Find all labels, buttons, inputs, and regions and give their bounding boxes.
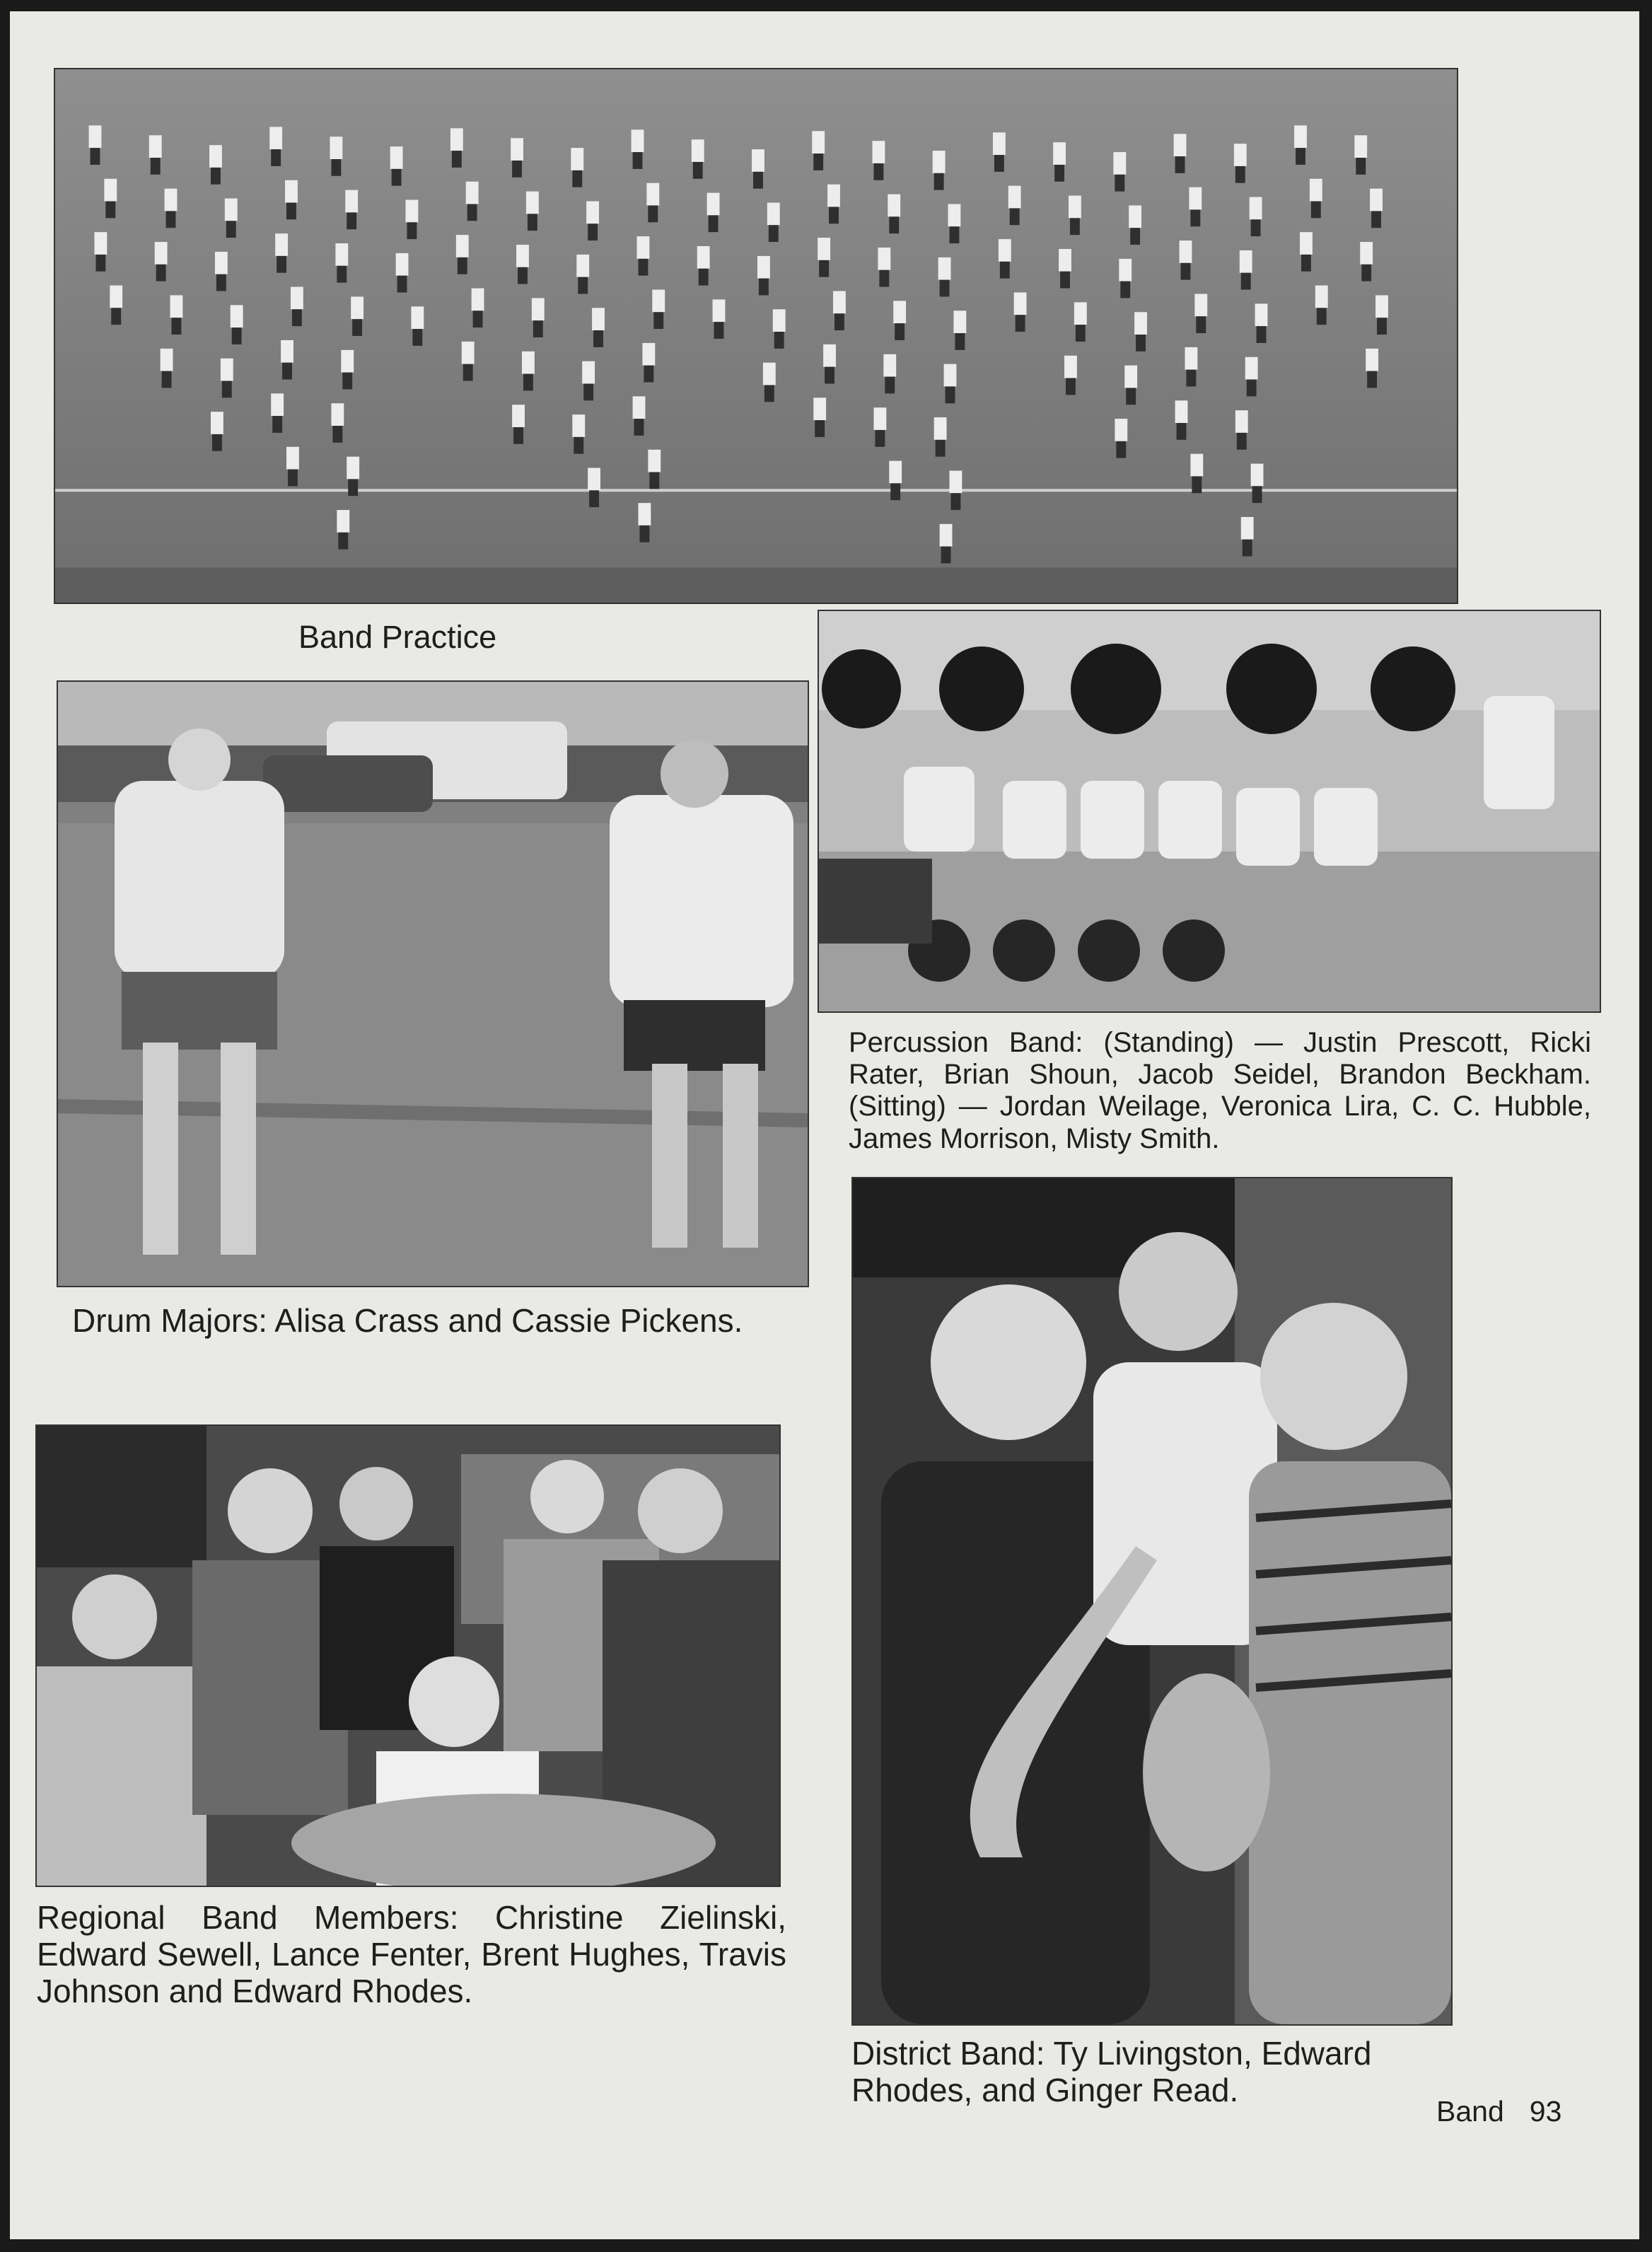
yearbook-page — [10, 11, 1639, 2239]
page-number: 93 — [1529, 2095, 1562, 2128]
section-name: Band — [1436, 2095, 1504, 2128]
percussion-band-caption: Percussion Band: (Standing) — Justin Prescott, Ricki Rater, Brian Shoun, Jacob Seidel, Brandon Beckham. (Sitting) — Jordan Weilage, Veronica Lira, C. C. Hubble, James Morrison, Misty Smith. — [849, 1027, 1591, 1154]
band-practice-caption: Band Practice — [298, 619, 497, 655]
regional-band-caption: Regional Band Members: Christine Zielinski, Edward Sewell, Lance Fenter, Brent Hughes, Travis Johnson and Edward Rhodes. — [37, 1899, 786, 2009]
district-band-photo — [851, 1177, 1453, 2026]
district-band-caption: District Band: Ty Livingston, Edward Rhodes, and Ginger Read. — [851, 2035, 1372, 2108]
percussion-band-photo — [818, 610, 1601, 1013]
band-practice-photo — [54, 68, 1458, 604]
page-folio — [1436, 2095, 1561, 2128]
drum-majors-photo — [57, 680, 809, 1287]
regional-band-photo — [35, 1424, 781, 1887]
drum-majors-caption: Drum Majors: Alisa Crass and Cassie Pickens. — [72, 1302, 743, 1339]
